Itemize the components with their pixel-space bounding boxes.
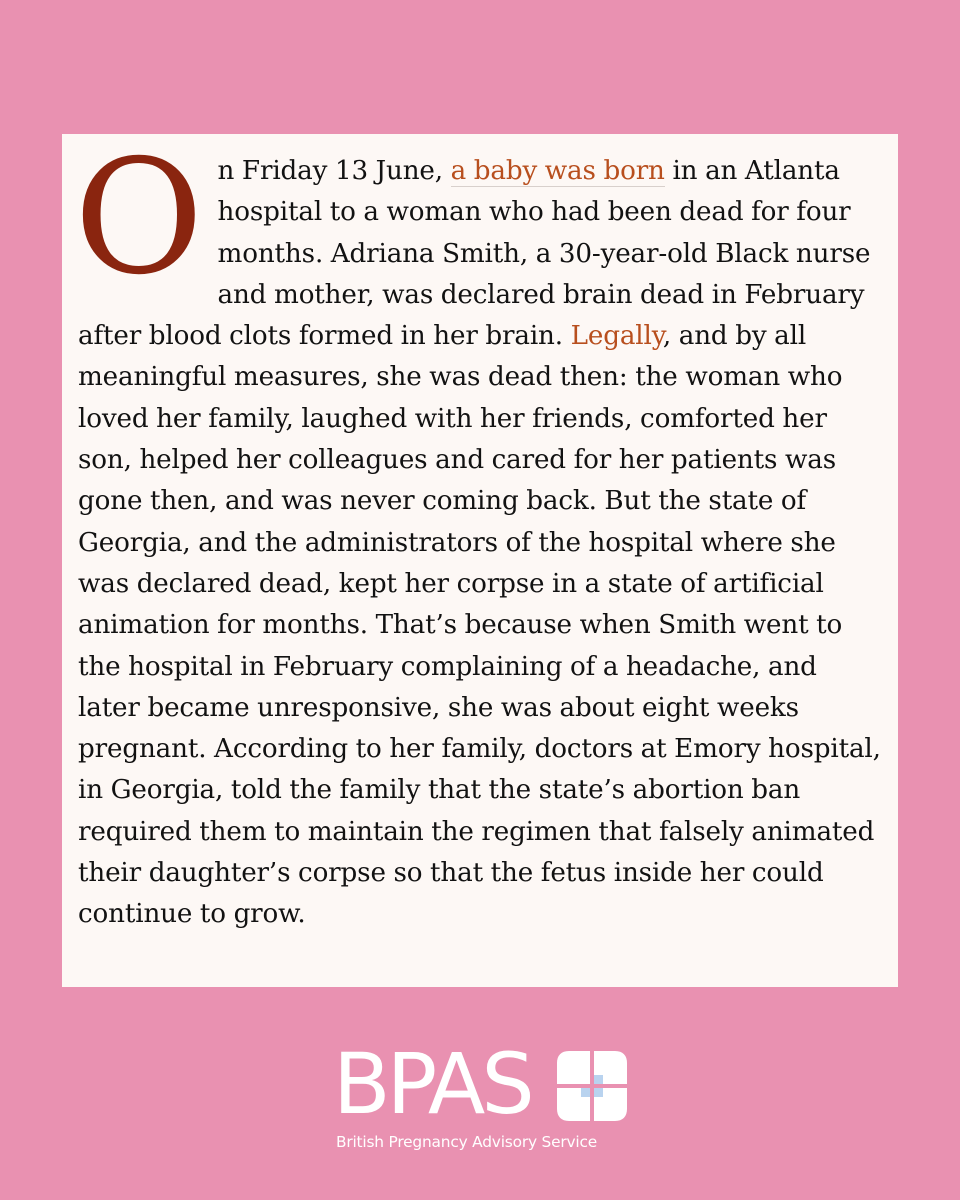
drop-cap: O [74,126,204,310]
link-a-baby-was-born[interactable]: a baby was born [450,156,665,186]
article-text-intro: n Friday 13 June, [217,156,451,186]
article-text-body-1: in an Atlanta hospital to a woman who had been dead for four months. Adriana Smith, a 30-year-old Black nurse and mother, was declared brain dead in February after blood clots formed in her brain. [78,156,871,352]
article-text-body-2: , and by all meaningful measures, she was dead then: the woman who loved her family, laughed with her friends, comforted her son, helped her colleagues and cared for her patients was gone then, and was never coming back. But the state of Georgia, and the administrators of the hospital where she was declared dead, kept her corpse in a state of artificial animation for months. That’s because when Smith went to the hospital in February complaining of a headache, and later became unresponsive, she was about eight weeks pregnant. According to her family, doctors at Emory hospital, in Georgia, told the family that the state’s abortion ban required them to maintain the regimen that falsely animated their daughter’s corpse so that the fetus inside her could continue to grow. [78,321,881,930]
article-paragraph [74,126,884,936]
bpas-logo [330,1035,630,1158]
logo-tagline: British Pregnancy Advisory Service [336,1133,598,1151]
article-card [62,126,898,987]
logo-wordmark: BPAS [333,1035,531,1133]
quartered-square-logo-icon [557,1051,627,1121]
link-legally[interactable]: Legally [570,321,663,352]
